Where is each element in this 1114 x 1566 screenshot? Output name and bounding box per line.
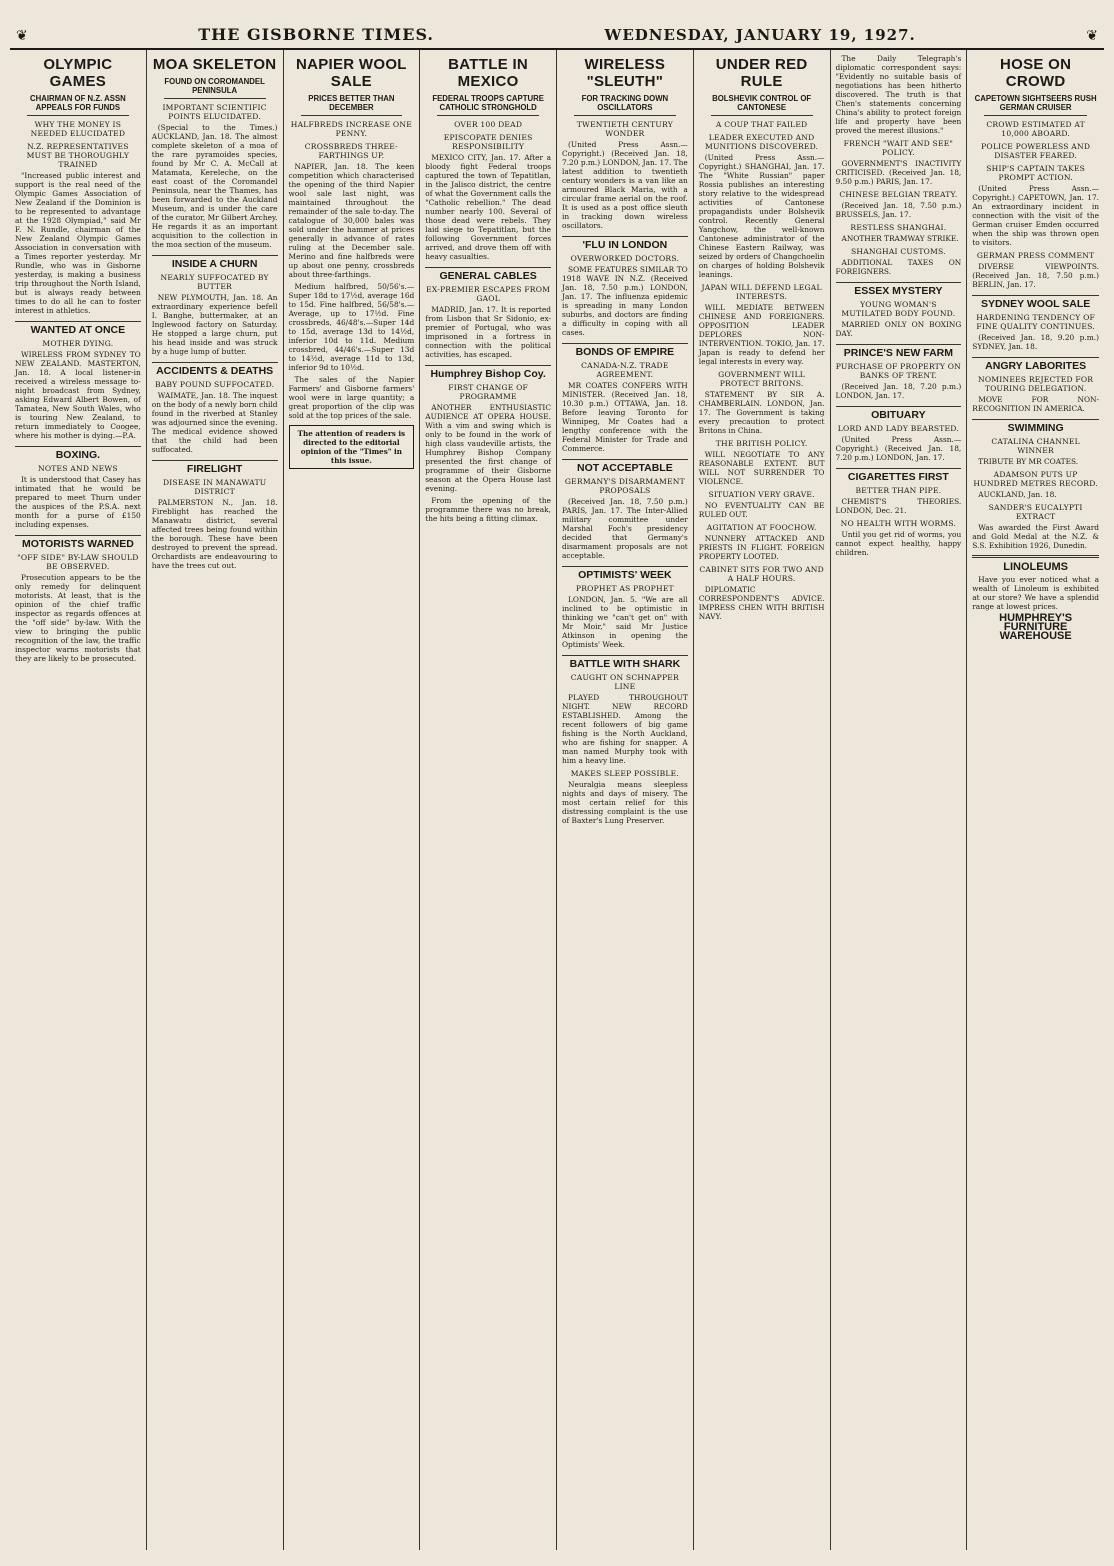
section-heading: MOTORISTS WARNED (15, 535, 141, 549)
subheadline: FOR TRACKING DOWN OSCILLATORS (581, 94, 669, 112)
rule (711, 115, 813, 116)
section-heading: OBITUARY (836, 406, 962, 420)
subheadline: PRICES BETTER THAN DECEMBER (308, 94, 395, 112)
subheadline: CROSSBREDS THREE-FARTHINGS UP. (304, 142, 398, 160)
section-subheading: GERMAN PRESS COMMENT (976, 251, 1095, 260)
masthead (10, 10, 1104, 50)
rule (164, 98, 266, 99)
section-subheading: EX-PREMIER ESCAPES FROM GAOL (426, 285, 551, 303)
section-heading: PRINCE'S NEW FARM (836, 344, 962, 358)
section-heading: FIRELIGHT (152, 460, 278, 474)
section-subheading: YOUNG WOMAN'S MUTILATED BODY FOUND. (841, 300, 956, 318)
section-subheading: FIRST CHANGE OF PROGRAMME (448, 383, 528, 401)
double-rule (972, 555, 1099, 558)
article-body: (Received Jan. 18, 7.50 p.m.) PARIS, Jan. 17. The Inter-Allied military committee under Marshal Foch's presidency decided that Germany's disarmament proposals are not acceptable. (562, 497, 688, 560)
headline: UNDER RED RULE (715, 56, 808, 90)
section-subheading: SHANGHAI CUSTOMS. (850, 247, 946, 256)
article-body: MR COATES CONFERS WITH MINISTER. (Received Jan. 18, 10.30 p.m.) OTTAWA, Jan. 18. Before leaving Toronto for Winnipeg, Mr Coates had a lengthy conference with the Federal Minister for Trade and Commerce. (562, 381, 688, 453)
section-subheading: CATALINA CHANNEL WINNER (991, 437, 1080, 455)
subheadline: POLICE POWERLESS AND DISASTER FEARED. (981, 142, 1091, 160)
article-body: (Received Jan. 18, 9.20 p.m.) SYDNEY, Jan. 18. (972, 333, 1099, 351)
column-8 (967, 50, 1104, 1550)
rule (27, 115, 129, 116)
section-heading: INSIDE A CHURN (152, 255, 278, 269)
section-subheading: NOTES AND NEWS (38, 464, 118, 473)
masthead-date: WEDNESDAY, JANUARY 19, 1927. (604, 26, 916, 44)
section-subheading: RESTLESS SHANGHAI. (850, 223, 947, 232)
rule (984, 115, 1087, 116)
column-5 (557, 50, 694, 1550)
article-body: TRIBUTE BY MR COATES. (978, 457, 1079, 466)
article-body: NEW PLYMOUTH, Jan. 18. An extraordinary experience befell I. Banghe, buttermaker, at an Inglewood factory on Saturday. He stopped a large churn, put his head inside and was struck by a huge lump of butter. (151, 293, 278, 356)
subheadline: SHIP'S CAPTAIN TAKES PROMPT ACTION. (986, 164, 1086, 182)
section-subheading: CABINET SITS FOR TWO AND A HALF HOURS. (699, 565, 824, 583)
article-body: MADRID, Jan. 17. It is reported from Lisbon that Sr Sidonio, ex-premier of Portugal, who was imprisoned in a fortress in connection with the political activities, has escaped. (425, 305, 551, 359)
article-body: MOVE FOR NON-RECOGNITION IN AMERICA. (972, 395, 1099, 413)
section-heading: SYDNEY WOOL SALE (972, 295, 1099, 309)
article-body: (United Press Assn.—Copyright.) SHANGHAI, Jan. 17. The "White Russian" paper Rossia publishes an interesting story relative to the widespread activities of Cantonese propagandists under Bolshevik control. Recently General Yangchow, the well-known Cantonese administrator of the Chinese Eastern Railway, was seized by orders of Changchoelin on charges of holding Bolshevik leanings. (698, 153, 825, 279)
section-heading: BATTLE WITH SHARK (562, 655, 688, 669)
article-body: Was awarded the First Award and Gold Medal at the N.Z. & S.S. Exhibition 1926, Dunedin. (972, 523, 1099, 550)
article-body: PALMERSTON N., Jan. 18. Fireblight has reached the Manawatu district, several affected trees being found within the borough. These have been destroyed to prevent the spread. Orchardists are endeavouring to have the trees cut out. (151, 498, 278, 570)
newspaper-page (10, 10, 1104, 1546)
article-body: From the opening of the programme there was no break, the hits being a fitting climax. (425, 496, 551, 523)
section-subheading: CHINESE BELGIAN TREATY. (839, 190, 958, 199)
subheadline: CROWD ESTIMATED AT 10,000 ABOARD. (986, 120, 1085, 138)
article-body: (United Press Assn.—Copyright.) (Received Jan. 18, 7.20 p.m.) LONDON, Jan. 17. (835, 435, 962, 462)
section-subheading: BETTER THAN PIPE. (855, 486, 942, 495)
article-body: The Daily Telegraph's diplomatic correspondent says: "Evidently no suitable basis of negotiations has been hitherto discovered. The truth is that Chen's statements concerning China's ability to protect foreign life and property have been proved the merest illusions." (835, 54, 962, 135)
column-3 (284, 50, 421, 1550)
headline: HOSE ON CROWD (999, 56, 1072, 90)
column-1 (10, 50, 147, 1550)
headline: WIRELESS "SLEUTH" (584, 56, 666, 90)
article-body: Neuralgia means sleepless nights and days of misery. The most certain relief for this distressing complaint is the use of Baxter's Lung Preserver. (562, 780, 688, 825)
section-subheading: HARDENING TENDENCY OF FINE QUALITY CONTINUES. (976, 313, 1095, 331)
section-subheading: CAUGHT ON SCHNAPPER LINE (570, 673, 679, 691)
masthead-ornament-right: ❦ (1086, 28, 1098, 44)
headline: NAPIER WOOL SALE (295, 56, 407, 90)
subheadline: HALFBREDS INCREASE ONE PENNY. (290, 120, 412, 138)
column-7 (831, 50, 968, 1550)
section-heading: SWIMMING (972, 419, 1099, 433)
article-body: CHEMIST'S THEORIES. LONDON, Dec. 21. (835, 497, 962, 515)
rule (437, 115, 539, 116)
subheadline: CAPETOWN SIGHTSEERS RUSH GERMAN CRUISER (974, 94, 1097, 112)
section-subheading: GERMANY'S DISARMAMENT PROPOSALS (564, 477, 685, 495)
subheadline: OVER 100 DEAD (454, 120, 523, 129)
article-body: "Increased public interest and support is the real need of the Olympic Games Association of New Zealand if the Dominion is to be represented to advantage at the 1928 Olympiad," said Mr F. N. Rundle, chairman of the New Zealand Olympic Games Association in conversation with a Times reporter yesterday. Mr Rundle, who was in Gisborne yesterday, is making a business trip throughout the North Island, but is always ready between times to do all he can to foster interest in athletics. (15, 171, 141, 315)
subheadline: TWENTIETH CENTURY WONDER (576, 120, 673, 138)
section-heading: ESSEX MYSTERY (836, 282, 962, 296)
article-body: LONDON, Jan. 5. "We are all inclined to be optimistic in thinking we "can't get on" with Mr Moir," said Mr Justice Atkinson in opening the Optimists' Week. (562, 595, 688, 649)
headline: OLYMPIC GAMES (43, 56, 113, 90)
section-subheading: GOVERNMENT WILL PROTECT BRITONS. (718, 370, 806, 388)
advert-footer: HUMPHREY'S FURNITURE WAREHOUSE (999, 612, 1073, 642)
headline: BATTLE IN MEXICO (448, 56, 529, 90)
article-body: DIVERSE VIEWPOINTS. (Received Jan. 18, 7.50 p.m.) BERLIN, Jan. 17. (972, 262, 1099, 289)
column-6 (694, 50, 831, 1550)
advert-body: Have you ever noticed what a wealth of Linoleum is exhibited at our store? We have a splendid range at lowest prices. (972, 575, 1099, 611)
article-body: GOVERNMENT'S INACTIVITY CRITICISED. (Received Jan. 18, 9.50 p.m.) PARIS, Jan. 17. (835, 159, 962, 186)
masthead-ornament-left: ❦ (16, 28, 28, 44)
subheadline: CHAIRMAN OF N.Z. ASSN APPEALS FOR FUNDS (29, 94, 126, 112)
section-heading: BONDS OF EMPIRE (562, 343, 688, 357)
subheadline: EPISCOPATE DENIES RESPONSIBILITY (443, 133, 533, 151)
section-subheading: "OFF SIDE" BY-LAW SHOULD BE OBSERVED. (17, 553, 139, 571)
section-subheading: PROPHET AS PROPHET (575, 584, 674, 593)
section-heading: NOT ACCEPTABLE (562, 459, 688, 473)
section-subheading: PURCHASE OF PROPERTY ON BANKS OF TRENT. (835, 362, 962, 380)
article-body: It is understood that Casey has intimated that he would be prepared to meet Thurn under the auspices of the P.S.A. next month for a purse of £150 including expenses. (15, 475, 141, 529)
section-subheading: OVERWORKED DOCTORS. (570, 254, 680, 263)
section-subheading: NO HEALTH WITH WORMS. (840, 519, 957, 528)
article-body: Prosecution appears to be the only remedy for delinquent motorists. At least, that is the opinion of the chief traffic inspector as regards offences at the "off side" by-law. With the view to bringing the public recognition of the law, the traffic inspector warns motorists that they are likely to be prosecuted. (15, 573, 141, 663)
article-body: STATEMENT BY SIR A. CHAMBERLAIN. LONDON, Jan. 17. The Government is taking every precaution to protect Britons in China. (698, 390, 825, 435)
article-body: SOME FEATURES SIMILAR TO 1918 WAVE IN N.Z. (Received Jan. 18, 7.50 p.m.) LONDON, Jan. 17. The influenza epidemic is spreading in many London suburbs, and doctors are finding a difficulty in coping with all cases. (562, 265, 688, 337)
editorial-notice-box (289, 425, 415, 469)
article-body: The sales of the Napier Farmers' and Gisborne farmers' wool were in large quantity; a great proportion of the clip was sold at the top prices of the sale. (288, 375, 415, 420)
article-body: MEXICO CITY, Jan. 17. After a bloody fight Federal troops captured the town of Tepatitlan, in the Jalisco district, the centre of what the Government calls the "Catholic rebellion." The dead number nearly 100. Several of those dead were rebels. They laid siege to Tepatitlan, but the following Government forces arrived, and drove them off with heavy casualties. (425, 153, 551, 261)
section-heading: ACCIDENTS & DEATHS (152, 362, 278, 376)
masthead-title: THE GISBORNE TIMES. (198, 25, 434, 44)
article-body: WILL NEGOTIATE TO ANY REASONABLE EXTENT. BUT WILL NOT SURRENDER TO VIOLENCE. (698, 450, 825, 486)
section-subheading: LORD AND LADY BEARSTED. (837, 424, 959, 433)
article-body: WIRELESS FROM SYDNEY TO NEW ZEALAND. MASTERTON, Jan. 18. A local listener-in received a wireless message to-night broadcast from Sydney, asking Edward Albert Bowen, of Tamatea, New South Wales, who is touring New Zealand, to return immediately to Coogee, where his mother is dying.—P.A. (15, 350, 141, 440)
section-subheading: THE BRITISH POLICY. (715, 439, 808, 448)
subheadline: IMPORTANT SCIENTIFIC POINTS ELUCIDATED. (162, 103, 267, 121)
article-body: PLAYED THROUGHOUT NIGHT. NEW RECORD ESTABLISHED. Among the recent followers of big game fishing is the North Auckland, who are fishing for snapper. A man named Murphy took with him a heavy line. (562, 693, 688, 765)
article-body: ANOTHER TRAMWAY STRIKE. (841, 234, 959, 243)
article-body: NAPIER, Jan. 18. The keen competition which characterised the opening of the third Napier wool sale last night, was maintained throughout the remainder of the sale to-day. The catalogue of 30,000 bales was sold under the hammer at prices generally in advance of rates ruling at the December sale. Merino and fine halfbreds were up about one penny, crossbreds about three-farthings. (288, 162, 415, 279)
section-subheading: JAPAN WILL DEFEND LEGAL INTERESTS. (701, 283, 822, 301)
rule (574, 115, 676, 116)
section-subheading: MAKES SLEEP POSSIBLE. (570, 769, 680, 778)
subheadline: BOLSHEVIK CONTROL OF CANTONESE (712, 94, 812, 112)
section-heading: WANTED AT ONCE (15, 321, 141, 335)
section-subheading: SANDER'S EUCALYPTI EXTRACT (988, 503, 1083, 521)
article-body: (Special to the Times.) AUCKLAND, Jan. 18. The almost complete skeleton of a moa of the rare pyramoides species, found by Mr C. A. McCall at Matamata, Kereleche, on the east coast of the Coromandel Peninsula, near the Thames, has been forwarded to the Auckland Museum, and is under the care of the curator, Mr Gilbert Archey. He regards it as an important acquisition to the collection in the moa section of the museum. (151, 123, 278, 249)
article-body: AUCKLAND, Jan. 18. (978, 490, 1057, 499)
section-subheading: CANADA-N.Z. TRADE AGREEMENT. (581, 361, 669, 379)
section-subheading: NEARLY SUFFOCATED BY BUTTER (160, 273, 269, 291)
section-heading: Humphrey Bishop Coy. (425, 365, 551, 379)
section-subheading: ADAMSON PUTS UP HUNDRED METRES RECORD. (973, 470, 1098, 488)
section-heading: ANGRY LABORITES (972, 357, 1099, 371)
article-body: WAIMATE, Jan. 18. The inquest on the body of a newly born child found in the riverbed at Stanley was adjourned since the evening. The medical evidence showed that the child had been suffocated. (151, 391, 278, 454)
rule (301, 115, 403, 116)
article-body: ANOTHER ENTHUSIASTIC AUDIENCE AT OPERA HOUSE. With a vim and swing which is only to be found in the work of high class vaudeville artists, the Humphrey Bishop Company presented the first change of programme of their Gisborne season at the Opera House last evening. (425, 403, 551, 493)
section-heading: 'FLU IN LONDON (562, 236, 688, 250)
subheadline: A COUP THAT FAILED (715, 120, 808, 129)
article-body: DIPLOMATIC CORRESPONDENT'S ADVICE. IMPRESS CHEN WITH BRITISH NAVY. (698, 585, 825, 621)
article-body: (Received Jan. 18, 7.20 p.m.) LONDON, Jan. 17. (835, 382, 962, 400)
column-2 (147, 50, 284, 1550)
subheadline: N.Z. REPRESENTATIVES MUST BE THOROUGHLY TRAINED (26, 142, 130, 169)
article-body: (United Press Assn.—Copyright.) CAPETOWN, Jan. 17. An extraordinary incident in connection with the visit of the German cruiser Emden occurred when the ship was thrown open to visitors. (972, 184, 1099, 247)
section-heading: CIGARETTES FIRST (836, 468, 962, 482)
section-subheading: SITUATION VERY GRAVE. (708, 490, 815, 499)
columns (10, 50, 1104, 1550)
article-body: NUNNERY ATTACKED AND PRIESTS IN FLIGHT. FOREIGN PROPERTY LOOTED. (698, 534, 825, 561)
section-subheading: AGITATION AT FOOCHOW. (706, 523, 817, 532)
article-body: (United Press Assn.—Copyright.) (Received Jan. 18, 7.20 p.m.) LONDON, Jan. 17. The latest addition to twentieth century wonders is a van like an armoured Black Maria, with a circular frame aerial on the roof. It is used as a post office sleuth in tracking down wireless oscillators. (562, 140, 688, 230)
section-heading: GENERAL CABLES (425, 267, 551, 281)
column-4 (420, 50, 557, 1550)
subheadline: WHY THE MONEY IS NEEDED ELUCIDATED (30, 120, 126, 138)
section-subheading: MOTHER DYING. (42, 339, 114, 348)
article-body: (Received Jan. 18, 7.50 p.m.) BRUSSELS, Jan. 17. (835, 201, 962, 219)
section-subheading: NOMINEES REJECTED FOR TOURING DELEGATION. (978, 375, 1094, 393)
advert-title: LINOLEUMS (1003, 561, 1069, 573)
article-body: NO EVENTUALITY CAN BE RULED OUT. (698, 501, 825, 519)
article-body: Medium halfbred, 50/56's.—Super 18d to 17½d, average 16d to 15d. Fine halfbred, 56/58's.—Average, up to 17½d. Fine crossbreds, 46/48's.—Super 14d to 15d, average 13d to 14½d, inferior 10d to 11d. Medium crossbred, 44/46's.—Super 13d to 14½d, average 11d to 13d, inferior 9d to 10½d. (288, 282, 415, 372)
subheadline: FOUND ON COROMANDEL PENINSULA (164, 77, 265, 95)
article-body: MARRIED ONLY ON BOXING DAY. (835, 320, 962, 338)
headline: MOA SKELETON (152, 56, 277, 73)
subheadline: FEDERAL TROOPS CAPTURE CATHOLIC STRONGHOLD (432, 94, 544, 112)
editorial-notice: The attention of readers is directed to the editorial opinion of the "Times" in this issue. (297, 429, 406, 465)
article-body: ADDITIONAL TAXES ON FOREIGNERS. (835, 258, 962, 276)
subheadline: LEADER EXECUTED AND MUNITIONS DISCOVERED. (704, 133, 819, 151)
section-subheading: FRENCH "WAIT AND SEE" POLICY. (843, 139, 954, 157)
article-body: WILL MEDIATE BETWEEN CHINESE AND FOREIGNERS. OPPOSITION LEADER DEPLORES NON-INTERVENTION. TOKIO, Jan. 17. Japan is ready to defend her legal interests in every way. (698, 303, 825, 366)
section-heading: OPTIMISTS' WEEK (562, 566, 688, 580)
section-subheading: DISEASE IN MANAWATU DISTRICT (162, 478, 267, 496)
section-subheading: BABY POUND SUFFOCATED. (154, 380, 275, 389)
article-body: Until you get rid of worms, you cannot expect healthy, happy children. (835, 530, 962, 557)
section-heading: BOXING. (15, 446, 141, 460)
